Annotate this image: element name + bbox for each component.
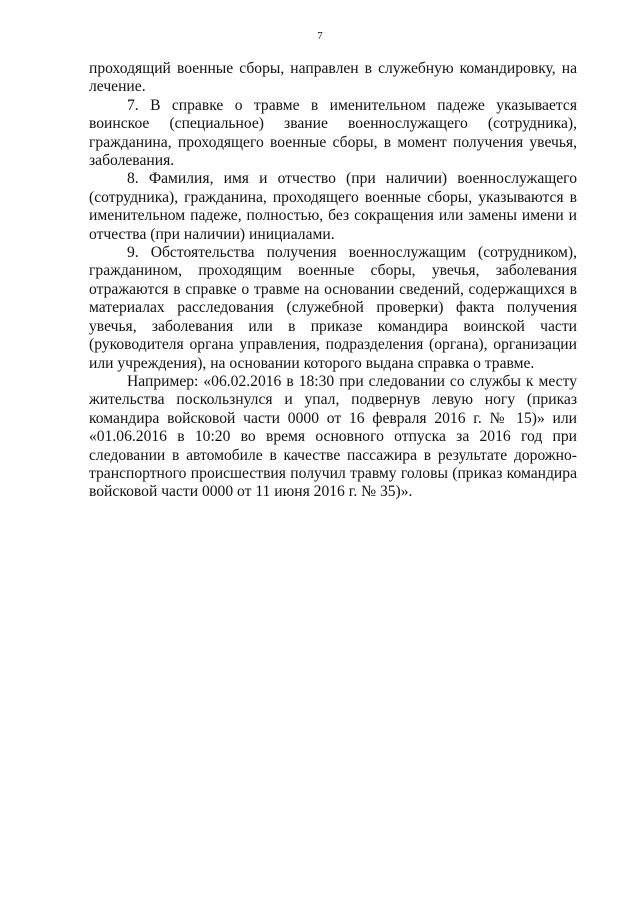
page-number: 7 [317, 30, 323, 42]
paragraph-continuation: проходящий военные сборы, направлен в служебную командировку, на лечение. [89, 60, 577, 96]
paragraph-item-8: 8. Фамилия, имя и отчество (при наличии) военнослужащего (сотрудника), гражданина, проходящего военные сборы, указываются в именительном падеже, полностью, без сокращения или замены имени и отчества (при наличии) инициалами. [89, 170, 577, 243]
paragraph-item-7: 7. В справке о травме в именительном падеже указывается воинское (специальное) звание военнослужащего (сотрудника), гражданина, проходящего военные сборы, в момент получения увечья, заболевания. [89, 96, 577, 170]
paragraph-example: Например: «06.02.2016 в 18:30 при следовании со службы к месту жительства поскользнулся и упал, подвернув левую ногу (приказ командира войсковой части 0000 от 16 февраля 2016 г. № 15)» или «01.06.2016 в 10:20 во время основного отпуска за 2016 год при следовании в автомобиле в качестве пассажира в результате дорожно-транспортного происшествия получил травму головы (приказ командира войсковой части 0000 от 11 июня 2016 г. № 35)». [89, 372, 577, 501]
document-body [89, 60, 577, 502]
paragraph-item-9: 9. Обстоятельства получения военнослужащим (сотрудником), гражданином, проходящим военные сборы, увечья, заболевания отражаются в справке о травме на основании сведений, содержащихся в материалах расследования (служебной проверки) факта получения увечья, заболевания или в приказе командира воинской части (руководителя органа управления, подразделения (органа), организации или учреждения), на основании которого выдана справка о травме. [89, 244, 577, 372]
